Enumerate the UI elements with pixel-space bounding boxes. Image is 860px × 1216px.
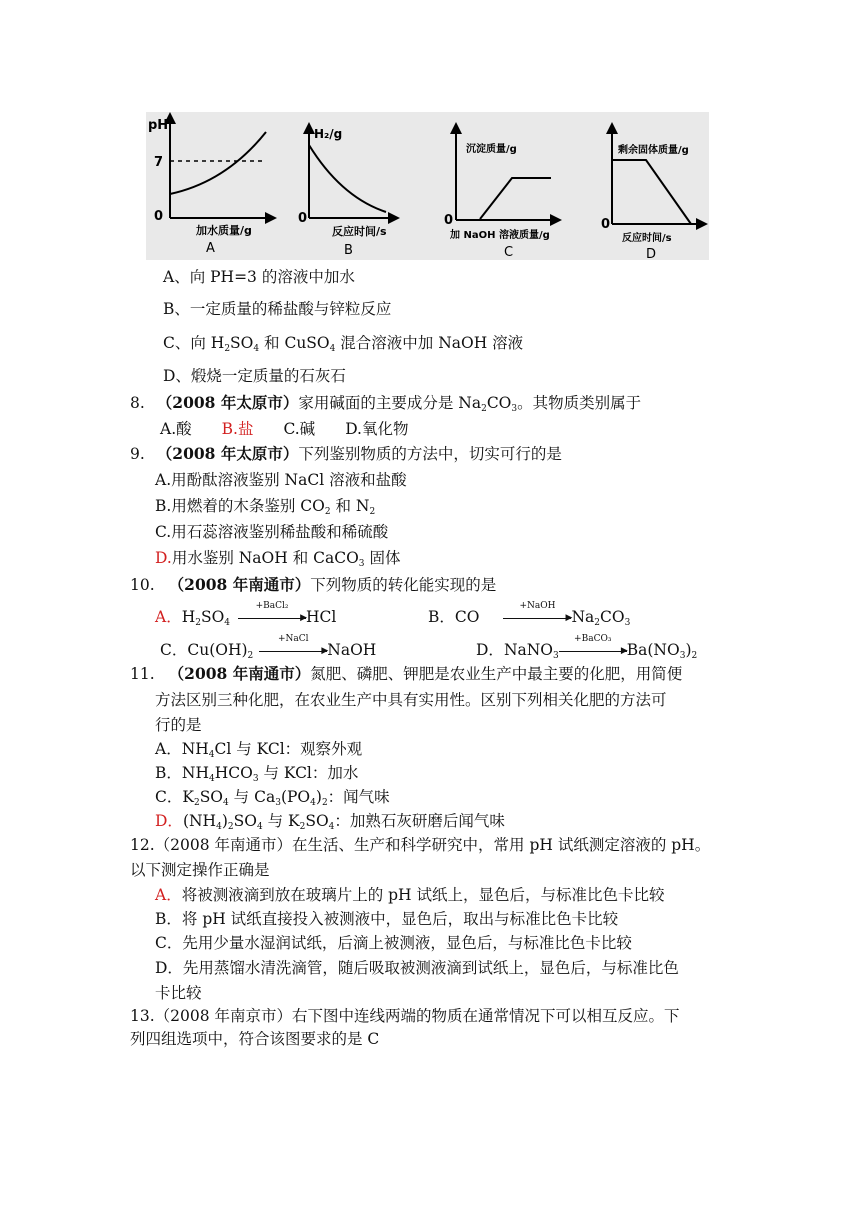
q10d-cond: +BaCO₃	[574, 634, 612, 644]
graph-b	[298, 127, 394, 258]
q12-stem-line2: 以下测定操作正确是	[130, 861, 270, 879]
graph-d-line	[612, 160, 691, 224]
graph-a-curve	[170, 132, 266, 194]
q10d-ts1: 3	[679, 651, 686, 661]
graph-b-curve	[309, 145, 386, 212]
q11c-s2: 4	[223, 798, 229, 808]
q11c-t5: )	[315, 788, 322, 806]
q10d-to: Ba(NO	[626, 641, 680, 659]
q11d-s2: 2	[227, 822, 234, 832]
q10d-arrow: +BaCO₃ ▶	[559, 644, 627, 658]
q9-option-d	[155, 547, 400, 569]
graph-c-letter: C	[504, 245, 514, 260]
q11a-s1: 4	[208, 750, 215, 760]
q11-stem-line2: 方法区别三种化肥，在农业生产中具有实用性。区别下列相关化肥的方法可	[155, 691, 667, 709]
q11d-t2: SO	[233, 812, 257, 830]
graph-b-letter: B	[344, 243, 353, 258]
q10-option-c	[160, 634, 377, 661]
q10d-from: NaNO	[503, 641, 554, 659]
q11c-t2: SO	[199, 788, 224, 806]
q10-option-d	[476, 634, 698, 661]
q11-stem-line1	[130, 663, 682, 685]
q8-option-a: A.酸	[160, 420, 192, 438]
graph-a-origin: 0	[154, 209, 164, 224]
q11d-s5: 4	[328, 822, 335, 832]
q10-text: 下列物质的转化能实现的是	[310, 576, 497, 594]
q13-source: （2008 年南京市）	[154, 1007, 293, 1025]
q7-option-a: A、向 PH=3 的溶液中加水	[163, 268, 355, 286]
q11b-s2: 3	[252, 774, 259, 784]
q11-option-a	[155, 738, 362, 760]
q8-s2: 3	[511, 404, 518, 414]
q8-t3: 。其物质类别属于	[517, 394, 642, 412]
q11b-t1: B．NH	[155, 764, 209, 782]
q10-option-b	[428, 601, 631, 628]
q11d-t1: )	[221, 812, 228, 830]
q8-t2: CO	[486, 394, 512, 412]
q7-option-b: B、一定质量的稀盐酸与锌粒反应	[163, 300, 392, 318]
q10b-ts1: 2	[594, 618, 601, 628]
q13-stem-line1	[130, 1005, 680, 1027]
q10a-letter: A．	[155, 608, 182, 626]
graph-d	[601, 128, 702, 260]
q10d-letter: D．	[476, 641, 504, 659]
graph-c-ylabel: 沉淀质量/g	[466, 144, 517, 155]
q11-option-c	[155, 786, 390, 808]
q12a-letter: A．	[155, 886, 182, 904]
graph-a-letter: A	[206, 241, 215, 256]
q10c-from: Cu(OH)	[187, 641, 248, 659]
q13-t1: 右下图中连线两端的物质在通常情况下可以相互反应。下	[292, 1007, 680, 1025]
q12-stem-line1	[130, 834, 710, 856]
q9-text: 下列鉴别物质的方法中，切实可行的是	[298, 445, 562, 463]
graphs-figure	[146, 112, 709, 260]
q11c-s5: 2	[321, 798, 328, 808]
q10b-arrow: +NaOH ▶	[503, 611, 571, 625]
q11c-s3: 3	[275, 798, 281, 808]
q7-option-d: D、煅烧一定质量的石灰石	[163, 367, 346, 385]
q11d-t4: SO	[305, 812, 329, 830]
q12-option-a	[155, 884, 665, 906]
q7c-t4: 混合溶液中加 NaOH 溶液	[335, 334, 524, 352]
q10-stem	[130, 574, 496, 596]
q7c-s2: 4	[253, 344, 260, 354]
graph-d-letter: D	[646, 247, 657, 260]
q9d-s1: 3	[358, 559, 365, 569]
q11-t1: 氮肥、磷肥、钾肥是农业生产中最主要的化肥，用简便	[310, 665, 683, 683]
q9-source: （2008 年太原市）	[156, 444, 299, 463]
q10d-fs: 3	[553, 651, 559, 661]
graphs-svg	[146, 112, 709, 260]
q11-option-b	[155, 762, 358, 784]
q11d-t5: ：加熟石灰研磨后闻气味	[334, 812, 505, 830]
q8-options	[160, 418, 409, 440]
q11b-s1: 4	[208, 774, 215, 784]
q9b-s1: 2	[324, 507, 331, 517]
q11a-t1: A．NH	[155, 740, 209, 758]
q11d-s4: 2	[299, 822, 306, 832]
q11d-s3: 4	[256, 822, 263, 832]
q8-option-d: D.氧化物	[345, 420, 409, 438]
graph-a	[148, 118, 271, 256]
q11d-t3: 与 K	[262, 812, 300, 830]
graph-d-xlabel: 反应时间/s	[622, 233, 672, 244]
q10a-fs2: 4	[224, 618, 231, 628]
graph-c-xlabel: 加 NaOH 溶液质量/g	[450, 230, 550, 241]
q9-option-a: A.用酚酞溶液鉴别 NaCl 溶液和盐酸	[155, 471, 407, 489]
q10b-ts2: 3	[624, 618, 631, 628]
q10d-ts2: 2	[691, 651, 698, 661]
q13-num: 13.	[130, 1007, 155, 1025]
q10d-tmid: )	[685, 641, 692, 659]
q11-stem-line3: 行的是	[155, 716, 202, 734]
q11c-t3: 与 Ca	[228, 788, 276, 806]
q9-num: 9.	[130, 445, 145, 463]
graph-b-ylabel: H₂/g	[314, 127, 343, 141]
graph-a-y7: 7	[154, 155, 164, 170]
graph-b-origin: 0	[298, 211, 308, 226]
q11c-t6: ：闻气味	[327, 788, 390, 806]
q9d-t1: 用水鉴别 NaOH 和 CaCO	[171, 549, 359, 567]
q11b-t3: 与 KCl：加水	[258, 764, 359, 782]
q12-option-b: B．将 pH 试纸直接投入被测液中，显色后，取出与标准比色卡比较	[155, 910, 619, 928]
q10a-fs1: 2	[195, 618, 201, 628]
q7c-t3: 和 CuSO	[259, 334, 330, 352]
q11d-s1: 4	[216, 822, 222, 832]
graph-d-origin: 0	[601, 217, 611, 232]
q10b-cond: +NaOH	[519, 601, 556, 611]
q10c-fs: 2	[247, 651, 254, 661]
q11-source: （2008 年南通市）	[168, 664, 311, 683]
q11c-s1: 2	[193, 798, 200, 808]
q9d-t2: 固体	[364, 549, 401, 567]
q9b-t1: B.用燃着的木条鉴别 CO	[155, 497, 325, 515]
q9b-t2: 和 N	[330, 497, 370, 515]
q8-s1: 2	[481, 404, 487, 414]
q10b-to: Na	[571, 608, 595, 626]
q10c-to: NaOH	[327, 641, 377, 659]
q9d-letter: D.	[155, 549, 172, 567]
q12-option-d-line2: 卡比较	[155, 984, 202, 1002]
q10a-from: H	[181, 608, 196, 626]
q12-option-d-line1: D．先用蒸馏水清洗滴管，随后吸取被测液滴到试纸上，显色后，与标准比色	[155, 959, 679, 977]
q8-num: 8.	[130, 394, 145, 412]
graph-a-xlabel: 加水质量/g	[196, 224, 252, 237]
q7c-s3: 4	[329, 344, 336, 354]
q7c-s1: 2	[224, 344, 231, 354]
q8-stem	[130, 392, 641, 414]
q10c-cond: +NaCl	[278, 634, 309, 644]
graph-a-ylabel: pH	[148, 118, 169, 133]
q10b-from: CO	[454, 608, 480, 626]
q11c-s4: 4	[310, 798, 316, 808]
q10b-letter: B．	[428, 608, 455, 626]
q10c-arrow: +NaCl ▶	[259, 644, 327, 658]
q10a-cond: +BaCl₂	[255, 601, 289, 611]
q11c-t1: C．K	[155, 788, 194, 806]
q10-num: 10.	[130, 576, 155, 594]
graph-d-ylabel: 剩余固体质量/g	[618, 145, 689, 156]
q7c-t2: SO	[230, 334, 254, 352]
q11-num: 11.	[130, 665, 155, 683]
q10a-fmid: SO	[200, 608, 225, 626]
q10c-letter: C．	[160, 641, 188, 659]
graph-c	[444, 128, 556, 260]
q11b-t2: HCO	[214, 764, 253, 782]
q8-source: （2008 年太原市）	[156, 393, 299, 412]
q12-num: 12.	[130, 836, 155, 854]
graph-c-origin: 0	[444, 213, 454, 228]
q11-option-d	[155, 810, 505, 832]
q10-option-a	[155, 601, 337, 628]
graph-b-xlabel: 反应时间/s	[332, 225, 387, 238]
q8-option-b: B.盐	[221, 420, 254, 438]
q7-option-c	[163, 332, 523, 354]
graph-c-line	[480, 178, 551, 219]
q8-t1: 家用碱面的主要成分是 Na	[298, 394, 482, 412]
q12-option-c: C．先用少量水湿润试纸，后滴上被测液，显色后，与标准比色卡比较	[155, 934, 632, 952]
q12-t1: 在生活、生产和科学研究中，常用 pH 试纸测定溶液的 pH。	[292, 836, 711, 854]
q9-stem	[130, 443, 562, 465]
q10a-to: HCl	[306, 608, 337, 626]
q13-stem-line2: 列四组选项中，符合该图要求的是 C	[130, 1030, 380, 1048]
q10a-arrow: +BaCl₂ ▶	[238, 611, 306, 625]
q10b-tmid: CO	[600, 608, 625, 626]
q11d-letter: D．	[155, 812, 183, 830]
q10-source: （2008 年南通市）	[168, 575, 311, 594]
q12a-text: 将被测液滴到放在玻璃片上的 pH 试纸上，显色后，与标准比色卡比较	[181, 886, 665, 904]
q7c-t1: C、向 H	[163, 334, 225, 352]
q11d-t0: (NH	[182, 812, 217, 830]
q12-source: （2008 年南通市）	[154, 836, 293, 854]
q11a-t2: Cl 与 KCl：观察外观	[214, 740, 363, 758]
q11c-t4: (PO	[280, 788, 311, 806]
q9-option-c: C.用石蕊溶液鉴别稀盐酸和稀硫酸	[155, 523, 389, 541]
q8-option-c: C.碱	[283, 420, 316, 438]
q9b-s2: 2	[369, 507, 376, 517]
q9-option-b	[155, 495, 375, 517]
